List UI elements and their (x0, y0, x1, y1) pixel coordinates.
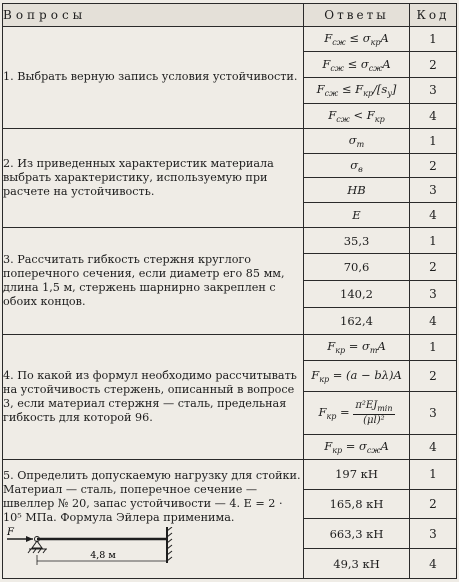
answer-2-3[interactable]: HB (304, 178, 410, 203)
roller-support (32, 541, 42, 548)
answer-row (3, 227, 457, 254)
code-3-1: 1 (410, 227, 457, 254)
answer-4-3[interactable]: $F_{кр}$ = $\frac{\pi^2EJ_{min}}{\text{(μl)²}}$ (304, 392, 410, 435)
code-5-4: 4 (410, 549, 457, 579)
answer-2-1[interactable]: $\sigma_т$ (304, 129, 410, 154)
code-2-3: 3 (410, 178, 457, 203)
answer-row (3, 26, 457, 52)
answer-4-1[interactable]: $F_{кр} = \sigma_тA$ (304, 334, 410, 361)
column-diagram (3, 527, 203, 569)
code-5-2: 2 (410, 489, 457, 519)
code-4-2: 2 (410, 361, 457, 392)
answer-5-1[interactable]: 197 кН (304, 459, 410, 489)
code-2-2: 2 (410, 153, 457, 178)
answer-5-4[interactable]: 49,3 кН (304, 549, 410, 579)
answer-row (3, 334, 457, 361)
answer-1-4[interactable]: $F_{сж} < F_{кр}$ (304, 103, 410, 129)
question-5-cell (3, 459, 304, 578)
answer-5-3[interactable]: 663,3 кН (304, 519, 410, 549)
code-2-4: 4 (410, 203, 457, 228)
code-4-3: 3 (410, 392, 457, 435)
length-label: 4,8 м (90, 549, 116, 561)
question-5: 5. Определить допускаемую нагрузку для стойки. Материал — сталь, поперечное сечение — швеллер № 20, запас устойчивости — 4. E = 2 · 10⁵ МПа. Формула Эйлера применима. (3, 468, 301, 524)
code-1-2: 2 (410, 52, 457, 78)
code-5-1: 1 (410, 459, 457, 489)
answer-1-3[interactable]: $F_{сж} \le F_{кр}/[s_y]$ (304, 77, 410, 103)
quiz-table (2, 3, 457, 579)
code-4-4: 4 (410, 435, 457, 460)
questions-header: Вопросы (3, 4, 304, 27)
answers-header: Ответы (304, 4, 410, 27)
code-3-4: 4 (410, 307, 457, 334)
question-3: 3. Рассчитать гибкость стержня круглого поперечного сечения, если диаметр его 85 мм, длина 1,5 м, стержень шарнирно закреплен с обоих концов. (3, 227, 304, 334)
answer-row (3, 459, 457, 489)
answer-4-2[interactable]: $F_{кр} = (a - b\lambda)A$ (304, 361, 410, 392)
answer-1-1[interactable]: $F_{сж} \le \sigma_{кр}A$ (304, 26, 410, 52)
force-arrow-head (26, 536, 33, 542)
answer-3-2[interactable]: 70,6 (304, 254, 410, 281)
answer-3-1[interactable]: 35,3 (304, 227, 410, 254)
code-5-3: 3 (410, 519, 457, 549)
answer-5-2[interactable]: 165,8 кН (304, 489, 410, 519)
question-1: 1. Выбрать верную запись условия устойчивости. (3, 26, 304, 129)
answer-2-4[interactable]: E (304, 203, 410, 228)
code-1-1: 1 (410, 26, 457, 52)
force-label: F (7, 526, 14, 538)
code-2-1: 1 (410, 129, 457, 154)
answer-2-2[interactable]: $\sigma_в$ (304, 153, 410, 178)
code-3-3: 3 (410, 281, 457, 308)
euler-fraction: $\frac{\pi^2EJ_{min}}{\text{(μl)²}}$ (355, 400, 393, 427)
code-header: Код (410, 4, 457, 27)
code-3-2: 2 (410, 254, 457, 281)
question-2: 2. Из приведенных характеристик материала выбрать характеристику, используемую при расчете на устойчивость. (3, 129, 304, 228)
code-1-4: 4 (410, 103, 457, 129)
answer-3-3[interactable]: 140,2 (304, 281, 410, 308)
question-4: 4. По какой из формул необходимо рассчитывать на устойчивость стержень, описанный в вопросе 3, если материал стержня — сталь, предельная гибкость для которой 96. (3, 334, 304, 459)
header-row (3, 4, 457, 27)
answer-3-4[interactable]: 162,4 (304, 307, 410, 334)
answer-4-4[interactable]: $F_{кр} = \sigma_{сж}A$ (304, 435, 410, 460)
code-4-1: 1 (410, 334, 457, 361)
code-1-3: 3 (410, 77, 457, 103)
answer-1-2[interactable]: $F_{сж} \le \sigma_{сж}A$ (304, 52, 410, 78)
answer-row (3, 129, 457, 154)
